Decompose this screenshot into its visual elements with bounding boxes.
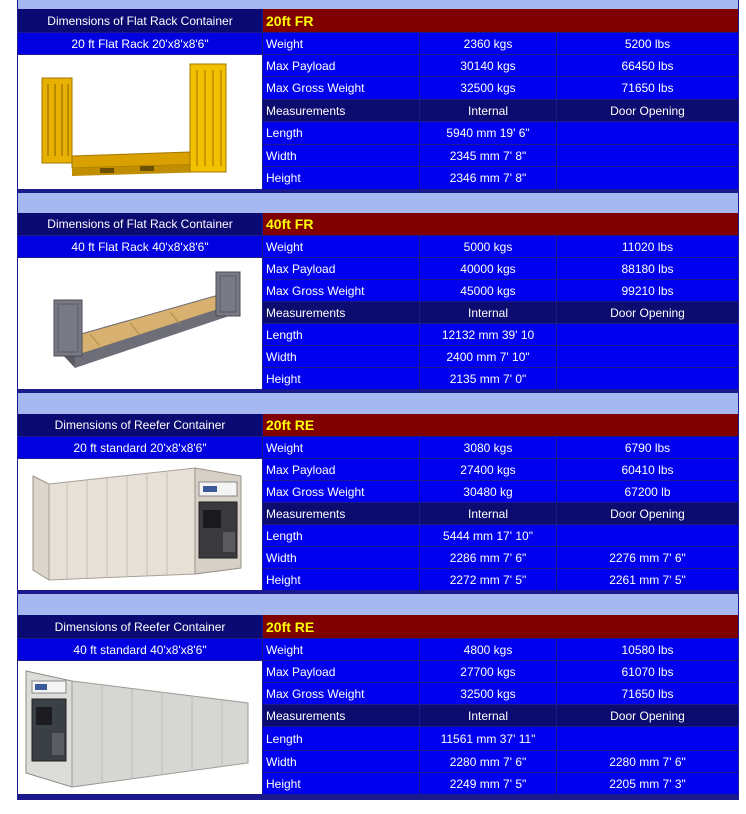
dimension-internal: 2286 mm 7' 6": [420, 547, 556, 568]
spec-value-metric: 5000 kgs: [420, 236, 556, 257]
flat-rack-40ft-container-image: [18, 258, 262, 389]
dimension-door-opening: 2261 mm 7' 5": [557, 569, 738, 590]
flat-rack-20ft-container-image: [18, 55, 262, 189]
dimension-internal: 2249 mm 7' 5": [420, 773, 556, 794]
spec-value-metric: 4800 kgs: [420, 639, 556, 660]
section-divider: [18, 193, 738, 213]
reefer-20ft-container-image: [18, 459, 262, 590]
spec-value-imperial: 60410 lbs: [557, 459, 738, 480]
spec-label: Weight: [263, 236, 419, 257]
spec-label: Weight: [263, 33, 419, 54]
spec-value-imperial: 66450 lbs: [557, 55, 738, 76]
dimension-door-opening: [557, 525, 738, 546]
section-divider: [18, 393, 738, 414]
section-title: Dimensions of Reefer Container: [18, 414, 262, 436]
dimension-internal: 11561 mm 37' 11": [420, 727, 556, 750]
spec-value-imperial: 67200 lb: [557, 481, 738, 502]
spec-value-imperial: 88180 lbs: [557, 258, 738, 279]
door-opening-header: Door Opening: [557, 302, 738, 323]
dimension-door-opening: [557, 145, 738, 166]
dimension-label: Height: [263, 773, 419, 794]
dimension-internal: 2346 mm 7' 8": [420, 167, 556, 189]
spec-value-imperial: 61070 lbs: [557, 661, 738, 682]
dimension-internal: 12132 mm 39' 10: [420, 324, 556, 345]
container-subtitle: 40 ft Flat Rack 40'x8'x8'6": [18, 236, 262, 257]
door-opening-header: Door Opening: [557, 705, 738, 726]
section-title: Dimensions of Reefer Container: [18, 615, 262, 638]
container-subtitle: 40 ft standard 40'x8'x8'6": [18, 639, 262, 660]
spec-label: Max Payload: [263, 258, 419, 279]
internal-header: Internal: [420, 100, 556, 121]
spec-value-metric: 40000 kgs: [420, 258, 556, 279]
container-model: 20ft FR: [263, 9, 738, 32]
spec-label: Max Gross Weight: [263, 481, 419, 502]
spec-value-imperial: 99210 lbs: [557, 280, 738, 301]
internal-header: Internal: [420, 705, 556, 726]
spec-value-imperial: 5200 lbs: [557, 33, 738, 54]
dimension-label: Width: [263, 751, 419, 772]
spec-value-metric: 32500 kgs: [420, 77, 556, 99]
dimension-label: Length: [263, 122, 419, 144]
dimension-label: Length: [263, 324, 419, 345]
dimension-door-opening: [557, 324, 738, 345]
dimension-label: Width: [263, 547, 419, 568]
measurements-label: Measurements: [263, 705, 419, 726]
dimension-internal: 2345 mm 7' 8": [420, 145, 556, 166]
spec-label: Max Payload: [263, 661, 419, 682]
spec-label: Max Payload: [263, 459, 419, 480]
spec-label: Weight: [263, 437, 419, 458]
spec-value-metric: 30480 kg: [420, 481, 556, 502]
section-divider: [18, 0, 738, 9]
dimension-door-opening: [557, 167, 738, 189]
dimension-door-opening: [557, 346, 738, 367]
dimension-door-opening: [557, 727, 738, 750]
spec-value-imperial: 10580 lbs: [557, 639, 738, 660]
spec-label: Max Gross Weight: [263, 77, 419, 99]
dimension-door-opening: [557, 368, 738, 389]
dimension-label: Width: [263, 346, 419, 367]
spec-value-metric: 27400 kgs: [420, 459, 556, 480]
internal-header: Internal: [420, 302, 556, 323]
spec-label: Max Gross Weight: [263, 280, 419, 301]
dimension-label: Height: [263, 167, 419, 189]
spec-value-metric: 2360 kgs: [420, 33, 556, 54]
spec-value-imperial: 11020 lbs: [557, 236, 738, 257]
section-divider: [18, 594, 738, 615]
spec-value-metric: 32500 kgs: [420, 683, 556, 704]
dimension-internal: 5940 mm 19' 6": [420, 122, 556, 144]
container-subtitle: 20 ft Flat Rack 20'x8'x8'6": [18, 33, 262, 54]
dimension-label: Length: [263, 727, 419, 750]
container-spec-table: [17, 0, 739, 800]
spec-value-metric: 27700 kgs: [420, 661, 556, 682]
container-subtitle: 20 ft standard 20'x8'x8'6": [18, 437, 262, 458]
spec-value-metric: 30140 kgs: [420, 55, 556, 76]
door-opening-header: Door Opening: [557, 100, 738, 121]
dimension-internal: 2400 mm 7' 10": [420, 346, 556, 367]
section-title: Dimensions of Flat Rack Container: [18, 213, 262, 235]
dimension-door-opening: 2276 mm 7' 6": [557, 547, 738, 568]
spec-value-imperial: 6790 lbs: [557, 437, 738, 458]
dimension-label: Width: [263, 145, 419, 166]
dimension-internal: 2272 mm 7' 5": [420, 569, 556, 590]
dimension-door-opening: 2280 mm 7' 6": [557, 751, 738, 772]
spec-label: Max Payload: [263, 55, 419, 76]
reefer-40ft-container-image: [18, 661, 262, 794]
dimension-label: Length: [263, 525, 419, 546]
spec-value-metric: 45000 kgs: [420, 280, 556, 301]
container-model: 40ft FR: [263, 213, 738, 235]
dimension-internal: 2135 mm 7' 0": [420, 368, 556, 389]
dimension-label: Height: [263, 368, 419, 389]
measurements-label: Measurements: [263, 503, 419, 524]
dimension-label: Height: [263, 569, 419, 590]
dimension-door-opening: [557, 122, 738, 144]
container-model: 20ft RE: [263, 414, 738, 436]
door-opening-header: Door Opening: [557, 503, 738, 524]
spec-label: Max Gross Weight: [263, 683, 419, 704]
dimension-internal: 2280 mm 7' 6": [420, 751, 556, 772]
internal-header: Internal: [420, 503, 556, 524]
section-title: Dimensions of Flat Rack Container: [18, 9, 262, 32]
measurements-label: Measurements: [263, 302, 419, 323]
container-model: 20ft RE: [263, 615, 738, 638]
spec-value-metric: 3080 kgs: [420, 437, 556, 458]
spec-value-imperial: 71650 lbs: [557, 683, 738, 704]
dimension-door-opening: 2205 mm 7' 3": [557, 773, 738, 794]
spec-label: Weight: [263, 639, 419, 660]
measurements-label: Measurements: [263, 100, 419, 121]
dimension-internal: 5444 mm 17' 10": [420, 525, 556, 546]
spec-value-imperial: 71650 lbs: [557, 77, 738, 99]
